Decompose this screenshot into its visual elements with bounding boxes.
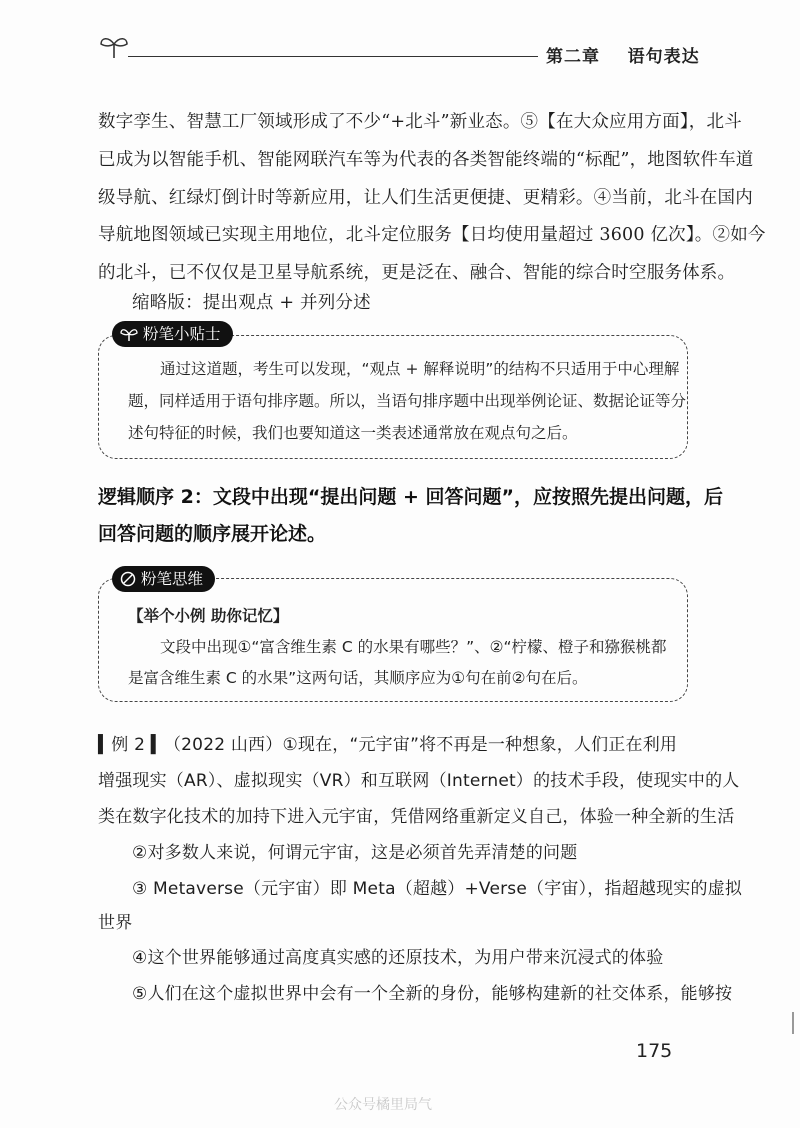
tip-text-line: 题，同样适用于语句排序题。所以，当语句排序题中出现举例论证、数据论证等分 xyxy=(128,392,687,410)
sprout-icon xyxy=(120,326,138,342)
tip-text-line: 文段中出现①“富含维生素 C 的水果有哪些？”、②“柠檬、橙子和猕猴桃都 xyxy=(160,638,667,656)
example-line: ⑤人们在这个虚拟世界中会有一个全新的身份，能够构建新的社交体系，能够按 xyxy=(132,984,733,1004)
section-heading: 回答问题的顺序展开论述。 xyxy=(98,523,327,545)
header-rule xyxy=(128,56,538,57)
passage-line: 的北斗，已不仅仅是卫星导航系统，更是泛在、融合、智能的综合时空服务体系。 xyxy=(98,263,736,283)
tip-text-line: 通过这道题，考生可以发现，“观点 + 解释说明”的结构不只适用于中心理解 xyxy=(160,360,680,378)
tip-tag-label: 粉笔思维 xyxy=(141,570,204,588)
sprout-icon xyxy=(98,34,130,60)
section-heading: 逻辑顺序 2：文段中出现“提出问题 + 回答问题”，应按照先提出问题，后 xyxy=(98,486,723,508)
passage-line: 级导航、红绿灯倒计时等新应用，让人们生活更便捷、更精彩。④当前，北斗在国内 xyxy=(98,188,753,208)
no-sign-icon xyxy=(120,571,136,587)
page-number: 175 xyxy=(636,1040,673,1062)
watermark: 公众号橘里局气 xyxy=(334,1097,432,1113)
tip-tag xyxy=(112,321,233,347)
example-line: 世界 xyxy=(98,913,133,933)
tip-text-line: 述句特征的时候，我们也要知道这一类表述通常放在观点句之后。 xyxy=(128,424,578,442)
chapter-title: 第二章 语句表达 xyxy=(546,47,700,67)
example-line: ③ Metaverse（元宇宙）即 Meta（超越）+Verse（宇宙），指超越现实的虚拟 xyxy=(132,879,743,899)
example-line: 增强现实（AR）、虚拟现实（VR）和互联网（Internet）的技术手段，使现实中的人 xyxy=(98,771,740,791)
tip-tag-label: 粉笔小贴士 xyxy=(143,325,221,343)
example-line: ▍例 2 ▍（2022 山西）①现在，“元宇宙”将不再是一种想象，人们正在利用 xyxy=(98,735,678,755)
binding-mark xyxy=(792,1012,794,1034)
passage-line: 已成为以智能手机、智能网联汽车等为代表的各类智能终端的“标配”，地图软件车道 xyxy=(98,150,754,170)
passage-line: 数字孪生、智慧工厂领域形成了不少“+北斗”新业态。⑤【在大众应用方面】，北斗 xyxy=(98,112,742,132)
example-line: ②对多数人来说，何谓元宇宙，这是必须首先弄清楚的问题 xyxy=(132,843,578,863)
example-line: ④这个世界能够通过高度真实感的还原技术，为用户带来沉浸式的体验 xyxy=(132,948,664,968)
tip-text-line: 是富含维生素 C 的水果”这两句话，其顺序应为①句在前②句在后。 xyxy=(128,669,588,687)
passage-line: 导航地图领域已实现主用地位，北斗定位服务【日均使用量超过 3600 亿次】。②如今 xyxy=(98,225,766,245)
tip-subtitle: 【举个小例 助你记忆】 xyxy=(128,607,289,625)
summary-line: 缩略版：提出观点 + 并列分述 xyxy=(132,293,371,313)
tip-tag xyxy=(112,566,215,592)
example-line: 类在数字化技术的加持下进入元宇宙，凭借网络重新定义自己，体验一种全新的生活 xyxy=(98,807,735,827)
